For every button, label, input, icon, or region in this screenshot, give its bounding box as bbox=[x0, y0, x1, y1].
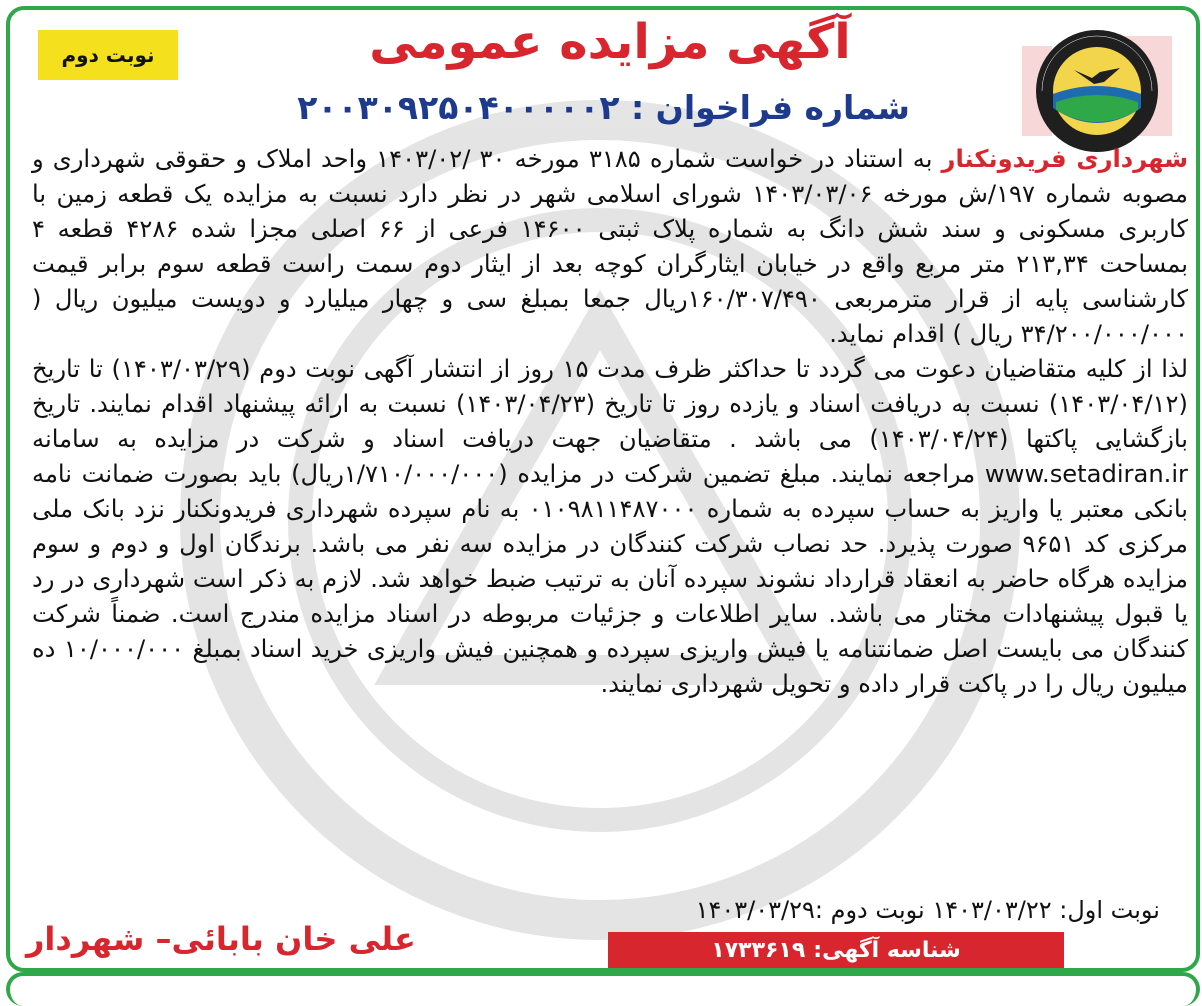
ad-body bbox=[32, 142, 1188, 702]
call-number: ۲۰۰۳۰۹۲۵۰۴۰۰۰۰۰۲ bbox=[297, 88, 620, 127]
paragraph-1-text: به استناد در خواست شماره ۳۱۸۵ مورخه ۳۰ /۱۴۰۳/۰۲ واحد املاک و حقوقی شهرداری و مصوبه شماره ۱۹۷/ش مورخه ۱۴۰۳/۰۳/۰۶ شورای اسلامی شهر در نظر دارد نسبت به مزایده یک قطعه زمین با کاربری مسکونی و سند شش دانگ به شماره پلاک ثبتی ۱۴۶۰۰ فرعی از ۶۶ اصلی مجزا شده ۴۲۸۶ قطعه ۴ بمساحت ۲۱۳,۳۴ متر مربع واقع در خیابان ایثارگران کوچه بعد از ایثار دوم سمت راست قطعه سوم برابر قیمت کارشناسی پایه از قرار مترمربعی ۱۶۰/۳۰۷/۴۹۰ریال جمعا بمبلغ سی و چهار میلیارد و دویست میلیون ریال ( ۳۴/۲۰۰/۰۰۰/۰۰۰ ریال ) اقدام نماید. bbox=[32, 145, 1188, 348]
call-number-line bbox=[297, 88, 910, 127]
call-number-label: شماره فراخوان : bbox=[619, 88, 910, 127]
signer-name: علی خان بابائی– شهردار bbox=[26, 920, 416, 958]
ad-id-bar bbox=[608, 932, 1064, 968]
publication-rounds: نوبت اول: ۱۴۰۳/۰۳/۲۲ نوبت دوم :۱۴۰۳/۰۳/۲۹ bbox=[695, 896, 1160, 924]
ad-id-label: شناسه آگهی: bbox=[813, 937, 961, 963]
ad-title: آگهی مزایده عمومی bbox=[369, 14, 851, 70]
municipality-logo bbox=[1034, 28, 1160, 154]
paragraph-2: لذا از کلیه متقاضیان دعوت می گردد تا حداکثر ظرف مدت ۱۵ روز از انتشار آگهی نوبت دوم (۱۴۰۳/۰۳/۲۹) تا تاریخ (۱۴۰۳/۰۴/۱۲) نسبت به دریافت اسناد و یازده روز تا تاریخ (۱۴۰۳/۰۴/۲۳) نسبت به ارائه پیشنهاد اقدام نمایند. تاریخ بازگشایی پاکتها (۱۴۰۳/۰۴/۲۴) می باشد . متقاضیان جهت دریافت اسناد و شرکت در مزایده به سامانه www.setadiran.ir مراجعه نمایند. مبلغ تضمین شرکت در مزایده (۱/۷۱۰/۰۰۰/۰۰۰ریال) باید بصورت ضمانت نامه بانکی معتبر یا واریز به حساب سپرده به شماره ۰۱۰۹۸۱۱۴۸۷۰۰۰ به نام سپرده شهرداری فریدونکنار نزد بانک ملی مرکزی کد ۹۶۵۱ صورت پذیرد. حد نصاب شرکت کنندگان در مزایده سه نفر می باشد. برندگان اول و دوم و سوم مزایده هرگاه حاضر به انعقاد قرارداد نشوند سپرده آنان به ترتیب ضبط خواهد شد. لازم به ذکر است شهرداری در رد یا قبول پیشنهادات مختار می باشد. سایر اطلاعات و جزئیات مربوطه در اسناد مزایده مندرج است. ضمناً شرکت کنندگان می بایست اصل ضمانتنامه یا فیش واریزی سپرده و همچنین فیش واریزی خرید اسناد بمبلغ ۱۰/۰۰۰/۰۰۰ ده میلیون ریال را در پاکت قرار داده و تحویل شهرداری نمایند. bbox=[32, 355, 1189, 698]
ad-frame bbox=[6, 6, 1200, 972]
ad-id-value: ۱۷۳۳۶۱۹ bbox=[711, 937, 806, 963]
municipality-emblem-icon bbox=[1034, 28, 1160, 154]
org-name: شهرداری فریدونکنار bbox=[941, 145, 1188, 173]
paragraph-1 bbox=[32, 142, 1188, 352]
second-round-badge: نوبت دوم bbox=[38, 30, 178, 80]
next-ad-border bbox=[6, 972, 1200, 1006]
